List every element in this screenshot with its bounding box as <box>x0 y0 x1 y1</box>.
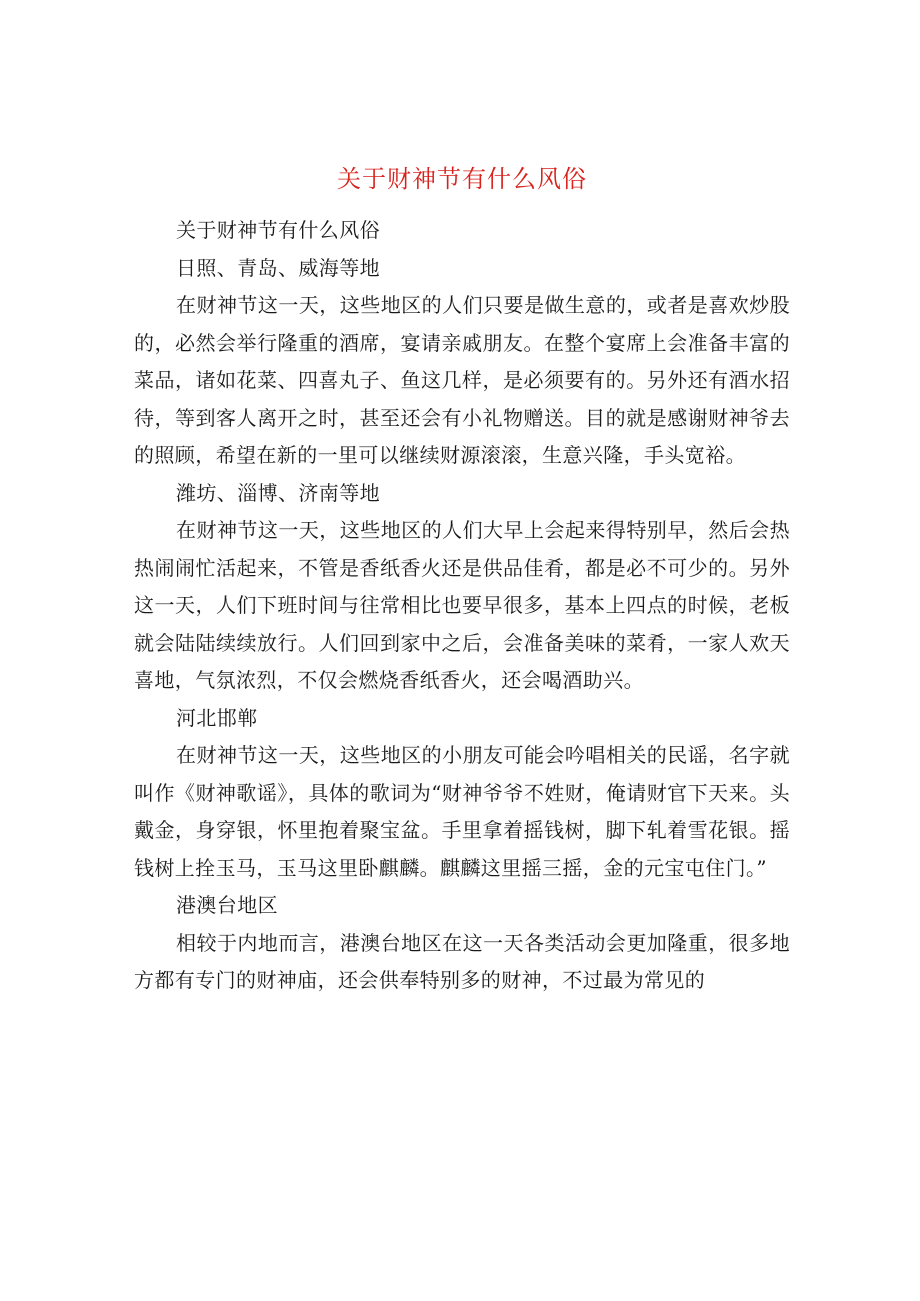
section-heading-rizhao: 日照、青岛、威海等地 <box>176 255 380 280</box>
body-paragraph-weifang: 在财神节这一天，这些地区的人们大早上会起来得特别早，然后会热热闹闹忙活起来，不管是香纸香火还是供品佳肴，都是必不可少的。另外这一天，人们下班时间与往常相比也要早很多，基本上四点的时候，老板就会陆陆续续放行。人们回到家中之后，会准备美味的菜肴，一家人欢天喜地，气氛浓烈，不仅会燃烧香纸香火，还会喝酒助兴。 <box>134 518 790 692</box>
section-heading-handan: 河北邯郸 <box>176 705 258 730</box>
body-paragraph-rizhao: 在财神节这一天，这些地区的人们只要是做生意的，或者是喜欢炒股的，必然会举行隆重的酒席，宴请亲戚朋友。在整个宴席上会准备丰富的菜品，诸如花菜、四喜丸子、鱼这几样，是必须要有的。另外还有酒水招待，等到客人离开之时，甚至还会有小礼物赠送。目的就是感谢财神爷去的照顾，希望在新的一里可以继续财源滚滚，生意兴隆，手头宽裕。 <box>134 293 790 467</box>
subtitle-paragraph: 关于财神节有什么风俗 <box>176 218 380 242</box>
body-paragraph-handan: 在财神节这一天，这些地区的小朋友可能会吟唱相关的民谣，名字就叫作《财神歌谣》，具体的歌词为“财神爷爷不姓财，俺请财官下天来。头戴金，身穿银，怀里抱着聚宝盆。手里拿着摇钱树，脚下轧着雪花银。摇钱树上拴玉马，玉马这里卧麒麟。麒麟这里摇三摇，金的元宝屯住门。” <box>134 743 790 880</box>
document-page <box>134 155 790 1000</box>
section-heading-gangaotai: 港澳台地区 <box>176 893 278 917</box>
section-heading-weifang: 潍坊、淄博、济南等地 <box>176 480 380 505</box>
body-paragraph-gangaotai: 相较于内地而言，港澳台地区在这一天各类活动会更加隆重，很多地方都有专门的财神庙，还会供奉特别多的财神，不过最为常见的 <box>134 930 790 992</box>
document-title: 关于财神节有什么风俗 <box>337 165 587 193</box>
